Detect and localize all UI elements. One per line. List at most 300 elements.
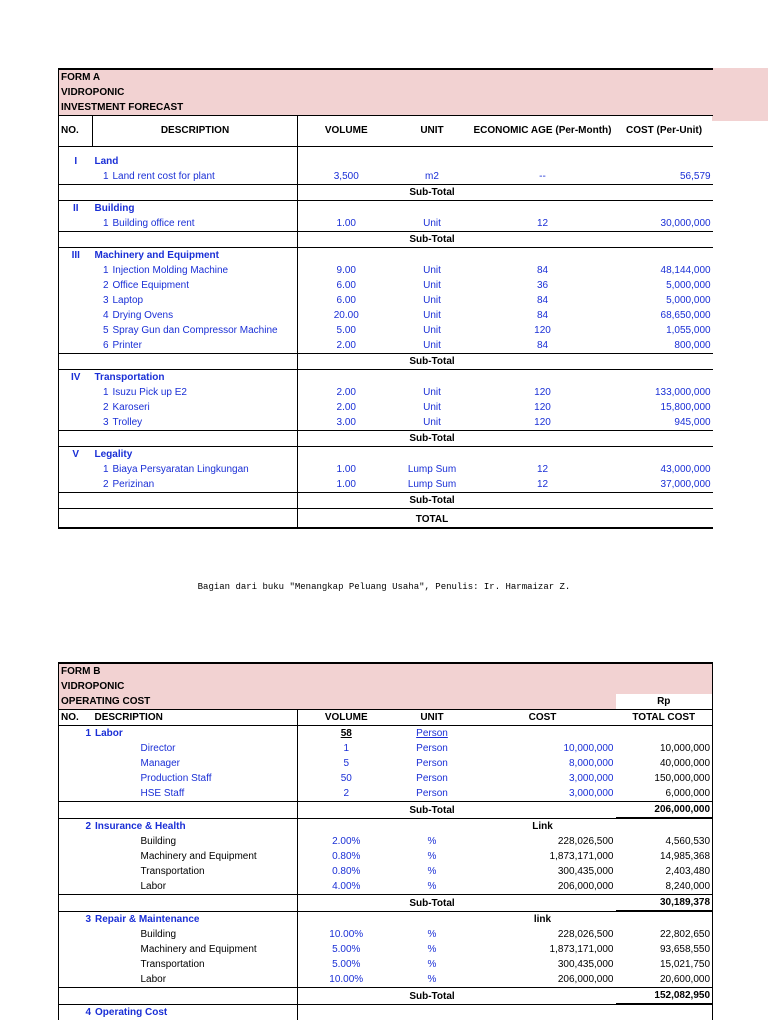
item-volume: 6.00 bbox=[336, 294, 356, 306]
empty-cell bbox=[59, 927, 93, 942]
source-note: Bagian dari buku "Menangkap Peluang Usaha", Penulis: Ir. Harmaizar Z. bbox=[197, 582, 571, 592]
item-number: 2 bbox=[102, 401, 109, 413]
column-header: COST bbox=[470, 710, 616, 726]
section-title-row bbox=[59, 818, 713, 834]
empty-cell bbox=[616, 247, 713, 263]
item-row bbox=[59, 741, 713, 756]
column-header: COST (Per-Unit) bbox=[616, 116, 713, 147]
empty-cell bbox=[470, 369, 616, 385]
section-title bbox=[59, 726, 298, 742]
item-unit: m2 bbox=[425, 170, 439, 182]
item-cost: 1,873,171,000 bbox=[549, 944, 614, 955]
item-cost: 206,000,000 bbox=[557, 881, 614, 892]
empty-cell bbox=[93, 492, 298, 508]
total-label: TOTAL bbox=[395, 508, 470, 528]
empty-cell bbox=[470, 895, 616, 912]
section-title-row bbox=[59, 1004, 713, 1020]
item-cost: 43,000,000 bbox=[660, 463, 711, 475]
section-title-row bbox=[59, 446, 713, 462]
item-unit: % bbox=[427, 959, 437, 970]
item-description-text: Drying Ovens bbox=[112, 309, 174, 321]
item-economic-age: -- bbox=[539, 170, 546, 182]
item-volume: 5.00% bbox=[332, 959, 361, 970]
item-unit: Unit bbox=[423, 294, 441, 306]
empty-cell bbox=[298, 231, 395, 247]
empty-cell bbox=[59, 293, 93, 308]
empty-cell bbox=[59, 216, 93, 232]
item-description-text: Office Equipment bbox=[112, 279, 190, 291]
item-cost: 1,873,171,000 bbox=[549, 851, 614, 862]
empty-cell bbox=[616, 726, 713, 742]
item-description-text: Building office rent bbox=[112, 217, 195, 229]
item-unit: Person bbox=[416, 788, 448, 799]
item-description bbox=[93, 293, 298, 308]
empty-cell bbox=[59, 184, 93, 200]
item-number: 2 bbox=[102, 279, 109, 291]
item-description-text: Laptop bbox=[112, 294, 144, 306]
empty-cell bbox=[298, 353, 395, 369]
item-row bbox=[59, 849, 713, 864]
item-row bbox=[59, 927, 713, 942]
subtotal-label: Sub-Total bbox=[395, 988, 470, 1005]
item-description: Machinery and Equipment bbox=[93, 849, 298, 864]
item-unit: Unit bbox=[423, 324, 441, 336]
item-unit: Person bbox=[416, 758, 448, 769]
item-number: 1 bbox=[102, 217, 109, 229]
item-row bbox=[59, 263, 713, 278]
item-volume: 2.00 bbox=[336, 339, 356, 351]
subtotal-row bbox=[59, 492, 713, 508]
item-cost: 206,000,000 bbox=[557, 974, 614, 985]
item-cost: 37,000,000 bbox=[660, 478, 711, 490]
item-description bbox=[93, 169, 298, 185]
empty-cell bbox=[470, 988, 616, 1005]
empty-cell bbox=[470, 726, 616, 742]
empty-cell bbox=[59, 879, 93, 895]
item-row bbox=[59, 879, 713, 895]
item-description bbox=[93, 263, 298, 278]
empty-cell bbox=[93, 895, 298, 912]
item-description-text: Biaya Persyaratan Lingkungan bbox=[112, 463, 249, 475]
empty-cell bbox=[93, 508, 298, 528]
column-header: VOLUME bbox=[298, 710, 395, 726]
section-roman: IV bbox=[59, 369, 93, 385]
empty-cell bbox=[59, 864, 93, 879]
column-header: TOTAL COST bbox=[616, 710, 713, 726]
section-number: 3 bbox=[85, 914, 91, 925]
item-row bbox=[59, 942, 713, 957]
empty-cell bbox=[59, 462, 93, 477]
subtotal-row bbox=[59, 231, 713, 247]
subtotal-value bbox=[616, 184, 713, 200]
item-description bbox=[93, 462, 298, 477]
empty-cell bbox=[298, 492, 395, 508]
item-cost: 945,000 bbox=[674, 416, 711, 428]
item-volume: 1 bbox=[343, 743, 350, 754]
section-title-text: Operating Cost bbox=[95, 1007, 168, 1018]
item-cost: 56,579 bbox=[679, 170, 711, 182]
item-cost: 228,026,500 bbox=[557, 929, 614, 940]
section-roman: V bbox=[59, 446, 93, 462]
item-total-cost: 10,000,000 bbox=[616, 741, 713, 756]
item-unit: % bbox=[427, 881, 437, 892]
empty-cell bbox=[298, 1004, 395, 1020]
item-description-text: Perizinan bbox=[112, 478, 155, 490]
subtotal-label: Sub-Total bbox=[395, 430, 470, 446]
item-row bbox=[59, 972, 713, 988]
empty-cell bbox=[298, 430, 395, 446]
form-header-line: VIDROPONIC bbox=[59, 679, 713, 694]
item-economic-age: 120 bbox=[534, 401, 551, 413]
section-title-text: Insurance & Health bbox=[95, 821, 186, 832]
subtotal-row bbox=[59, 353, 713, 369]
section-roman: I bbox=[59, 147, 93, 169]
empty-cell bbox=[616, 818, 713, 834]
item-economic-age: 84 bbox=[536, 309, 549, 321]
item-description: Labor bbox=[93, 972, 298, 988]
item-unit: Unit bbox=[423, 386, 441, 398]
empty-cell bbox=[470, 147, 616, 169]
section-unit: Person bbox=[416, 728, 448, 739]
item-volume: 3.00 bbox=[336, 416, 356, 428]
item-description-text: Isuzu Pick up E2 bbox=[112, 386, 187, 398]
item-description-text: Spray Gun dan Compressor Machine bbox=[112, 324, 278, 336]
item-row bbox=[59, 308, 713, 323]
empty-cell bbox=[93, 802, 298, 819]
empty-cell bbox=[616, 446, 713, 462]
item-unit: % bbox=[427, 851, 437, 862]
empty-cell bbox=[298, 988, 395, 1005]
empty-cell bbox=[93, 353, 298, 369]
item-cost: 133,000,000 bbox=[654, 386, 711, 398]
form-header-row bbox=[59, 85, 713, 100]
section-title-text: Labor bbox=[95, 728, 123, 739]
subtotal-label: Sub-Total bbox=[395, 353, 470, 369]
item-volume: 1.00 bbox=[336, 478, 356, 490]
item-volume: 9.00 bbox=[336, 264, 356, 276]
item-unit: % bbox=[427, 836, 437, 847]
subtotal-label: Sub-Total bbox=[395, 184, 470, 200]
link-note: link bbox=[533, 914, 552, 925]
empty-cell bbox=[395, 446, 470, 462]
item-total-cost: 150,000,000 bbox=[616, 771, 713, 786]
section-title-row bbox=[59, 200, 713, 216]
item-total-cost: 93,658,550 bbox=[616, 942, 713, 957]
item-number: 1 bbox=[102, 170, 109, 182]
subtotal-value bbox=[616, 353, 713, 369]
empty-cell bbox=[298, 147, 395, 169]
item-number: 6 bbox=[102, 339, 109, 351]
item-cost: 15,800,000 bbox=[660, 401, 711, 413]
item-description: Transportation bbox=[93, 957, 298, 972]
empty-cell bbox=[59, 895, 93, 912]
section-number: 2 bbox=[85, 821, 91, 832]
empty-cell bbox=[59, 492, 93, 508]
empty-cell bbox=[59, 741, 93, 756]
item-cost: 30,000,000 bbox=[660, 217, 711, 229]
item-row bbox=[59, 771, 713, 786]
item-unit: Unit bbox=[423, 416, 441, 428]
item-economic-age: 84 bbox=[536, 264, 549, 276]
item-economic-age: 36 bbox=[536, 279, 549, 291]
item-economic-age: 12 bbox=[536, 217, 549, 229]
item-unit: % bbox=[427, 974, 437, 985]
form-header-row bbox=[59, 69, 713, 85]
section-total-volume: 58 bbox=[340, 728, 352, 739]
empty-cell bbox=[59, 430, 93, 446]
item-number: 3 bbox=[102, 416, 109, 428]
section-title-row bbox=[59, 147, 713, 169]
subtotal-row bbox=[59, 184, 713, 200]
subtotal-row bbox=[59, 895, 713, 912]
item-number: 1 bbox=[102, 386, 109, 398]
empty-cell bbox=[616, 1004, 713, 1020]
item-row bbox=[59, 834, 713, 849]
item-volume: 5.00 bbox=[336, 324, 356, 336]
empty-cell bbox=[59, 756, 93, 771]
section-title bbox=[59, 818, 298, 834]
section-title: Legality bbox=[93, 446, 298, 462]
empty-cell bbox=[59, 385, 93, 400]
item-unit: % bbox=[427, 944, 437, 955]
empty-cell bbox=[298, 895, 395, 912]
empty-cell bbox=[59, 353, 93, 369]
item-volume: 5.00% bbox=[332, 944, 361, 955]
item-unit: Unit bbox=[423, 401, 441, 413]
item-description: Machinery and Equipment bbox=[93, 942, 298, 957]
column-header: NO. bbox=[59, 710, 93, 726]
item-unit: Unit bbox=[423, 264, 441, 276]
form-header-row bbox=[59, 100, 713, 116]
empty-cell bbox=[395, 369, 470, 385]
item-total-cost: 22,802,650 bbox=[616, 927, 713, 942]
empty-cell bbox=[59, 400, 93, 415]
item-description: HSE Staff bbox=[93, 786, 298, 802]
subtotal-label: Sub-Total bbox=[395, 895, 470, 912]
item-description: Building bbox=[93, 927, 298, 942]
empty-cell bbox=[616, 369, 713, 385]
empty-cell bbox=[395, 147, 470, 169]
subtotal-value: 152,082,950 bbox=[616, 988, 713, 1005]
investment-forecast-table bbox=[58, 68, 713, 529]
column-header: DESCRIPTION bbox=[93, 116, 298, 147]
empty-cell bbox=[59, 834, 93, 849]
item-row bbox=[59, 786, 713, 802]
item-cost: 228,026,500 bbox=[557, 836, 614, 847]
item-economic-age: 12 bbox=[536, 463, 549, 475]
item-cost: 5,000,000 bbox=[666, 279, 711, 291]
subtotal-label: Sub-Total bbox=[395, 492, 470, 508]
item-description bbox=[93, 400, 298, 415]
item-row bbox=[59, 323, 713, 338]
form-header-line: VIDROPONIC bbox=[59, 85, 713, 100]
empty-cell bbox=[93, 231, 298, 247]
item-row bbox=[59, 385, 713, 400]
item-description-text: Land rent cost for plant bbox=[112, 170, 215, 182]
item-volume: 1.00 bbox=[336, 463, 356, 475]
item-total-cost: 2,403,480 bbox=[616, 864, 713, 879]
empty-cell bbox=[59, 942, 93, 957]
empty-cell bbox=[59, 263, 93, 278]
item-row bbox=[59, 462, 713, 477]
currency-label: Rp bbox=[616, 694, 713, 710]
empty-cell bbox=[470, 492, 616, 508]
column-header-row bbox=[59, 710, 713, 726]
subtotal-row bbox=[59, 802, 713, 819]
item-unit: Unit bbox=[423, 279, 441, 291]
item-economic-age: 84 bbox=[536, 339, 549, 351]
item-description bbox=[93, 323, 298, 338]
item-number: 3 bbox=[102, 294, 109, 306]
item-description bbox=[93, 477, 298, 493]
item-unit: Lump Sum bbox=[407, 463, 457, 475]
section-title: Machinery and Equipment bbox=[93, 247, 298, 263]
item-economic-age: 84 bbox=[536, 294, 549, 306]
link-note: Link bbox=[532, 821, 553, 832]
section-title-row bbox=[59, 247, 713, 263]
item-row bbox=[59, 477, 713, 493]
operating-cost-table bbox=[58, 662, 713, 1020]
item-volume: 50 bbox=[340, 773, 352, 784]
empty-cell bbox=[59, 508, 93, 528]
item-volume: 2 bbox=[343, 788, 350, 799]
empty-cell bbox=[395, 200, 470, 216]
empty-cell bbox=[59, 169, 93, 185]
subtotal-value bbox=[616, 231, 713, 247]
item-volume: 10.00% bbox=[329, 974, 364, 985]
item-cost: 300,435,000 bbox=[557, 866, 614, 877]
item-total-cost: 20,600,000 bbox=[616, 972, 713, 988]
item-row bbox=[59, 216, 713, 232]
column-header: UNIT bbox=[395, 116, 470, 147]
item-row bbox=[59, 415, 713, 431]
subtotal-label: Sub-Total bbox=[395, 231, 470, 247]
empty-cell bbox=[59, 278, 93, 293]
empty-cell bbox=[470, 184, 616, 200]
empty-cell bbox=[470, 508, 616, 528]
item-unit: Person bbox=[416, 743, 448, 754]
item-unit: Unit bbox=[423, 309, 441, 321]
empty-cell bbox=[470, 1004, 616, 1020]
item-cost: 48,144,000 bbox=[660, 264, 711, 276]
item-cost: 5,000,000 bbox=[666, 294, 711, 306]
item-description bbox=[93, 278, 298, 293]
form-header-line: FORM B bbox=[59, 663, 713, 679]
item-volume: 2.00 bbox=[336, 386, 356, 398]
item-description-text: Printer bbox=[112, 339, 142, 351]
empty-cell bbox=[616, 147, 713, 169]
empty-cell bbox=[93, 430, 298, 446]
form-header-line: OPERATING COST bbox=[59, 694, 616, 710]
item-cost: 8,000,000 bbox=[569, 758, 614, 769]
subtotal-value bbox=[616, 492, 713, 508]
empty-cell bbox=[298, 184, 395, 200]
item-total-cost: 14,985,368 bbox=[616, 849, 713, 864]
item-volume: 6.00 bbox=[336, 279, 356, 291]
empty-cell bbox=[298, 369, 395, 385]
item-unit: % bbox=[427, 929, 437, 940]
form-header-row bbox=[59, 679, 713, 694]
item-total-cost: 15,021,750 bbox=[616, 957, 713, 972]
empty-cell bbox=[93, 988, 298, 1005]
item-cost: 1,055,000 bbox=[666, 324, 711, 336]
section-title bbox=[59, 911, 298, 927]
item-volume: 10.00% bbox=[329, 929, 364, 940]
item-number: 2 bbox=[102, 478, 109, 490]
item-description: Transportation bbox=[93, 864, 298, 879]
item-number: 4 bbox=[102, 309, 109, 321]
item-economic-age: 120 bbox=[534, 386, 551, 398]
item-row bbox=[59, 293, 713, 308]
item-row bbox=[59, 338, 713, 354]
empty-cell bbox=[298, 802, 395, 819]
empty-cell bbox=[59, 802, 93, 819]
empty-cell bbox=[59, 231, 93, 247]
empty-cell bbox=[470, 353, 616, 369]
item-unit: Unit bbox=[423, 339, 441, 351]
subtotal-value bbox=[616, 430, 713, 446]
item-volume: 1.00 bbox=[336, 217, 356, 229]
column-header-row bbox=[59, 116, 713, 147]
empty-cell bbox=[298, 200, 395, 216]
item-volume: 2.00% bbox=[332, 836, 361, 847]
column-header: NO. bbox=[59, 116, 93, 147]
empty-cell bbox=[93, 184, 298, 200]
header-band-extension bbox=[712, 68, 768, 121]
empty-cell bbox=[298, 911, 395, 927]
empty-cell bbox=[59, 849, 93, 864]
column-header: ECONOMIC AGE (Per-Month) bbox=[470, 116, 616, 147]
item-description-text: Karoseri bbox=[112, 401, 150, 413]
item-volume: 2.00 bbox=[336, 401, 356, 413]
empty-cell bbox=[59, 338, 93, 354]
subtotal-label: Sub-Total bbox=[395, 802, 470, 819]
empty-cell bbox=[395, 247, 470, 263]
empty-cell bbox=[298, 446, 395, 462]
item-economic-age: 120 bbox=[534, 324, 551, 336]
item-volume: 0.80% bbox=[332, 851, 361, 862]
section-title bbox=[59, 1004, 298, 1020]
subtotal-value: 206,000,000 bbox=[616, 802, 713, 819]
item-row bbox=[59, 756, 713, 771]
subtotal-value: 30,189,378 bbox=[616, 895, 713, 912]
item-unit: Person bbox=[416, 773, 448, 784]
section-title-row bbox=[59, 911, 713, 927]
item-number: 5 bbox=[102, 324, 109, 336]
item-unit: Lump Sum bbox=[407, 478, 457, 490]
item-volume: 3,500 bbox=[333, 170, 359, 182]
item-unit: % bbox=[427, 866, 437, 877]
item-total-cost: 8,240,000 bbox=[616, 879, 713, 895]
section-roman: III bbox=[59, 247, 93, 263]
item-economic-age: 120 bbox=[534, 416, 551, 428]
item-description bbox=[93, 338, 298, 354]
item-row bbox=[59, 400, 713, 415]
item-description: Building bbox=[93, 834, 298, 849]
item-cost: 3,000,000 bbox=[569, 773, 614, 784]
section-title-row bbox=[59, 726, 713, 742]
empty-cell bbox=[470, 430, 616, 446]
empty-cell bbox=[470, 802, 616, 819]
item-volume: 20.00 bbox=[333, 309, 359, 321]
item-description bbox=[93, 216, 298, 232]
form-header-line: FORM A bbox=[59, 69, 713, 85]
section-title: Land bbox=[93, 147, 298, 169]
empty-cell bbox=[59, 988, 93, 1005]
item-cost: 10,000,000 bbox=[563, 743, 614, 754]
item-cost: 300,435,000 bbox=[557, 959, 614, 970]
section-title: Building bbox=[93, 200, 298, 216]
